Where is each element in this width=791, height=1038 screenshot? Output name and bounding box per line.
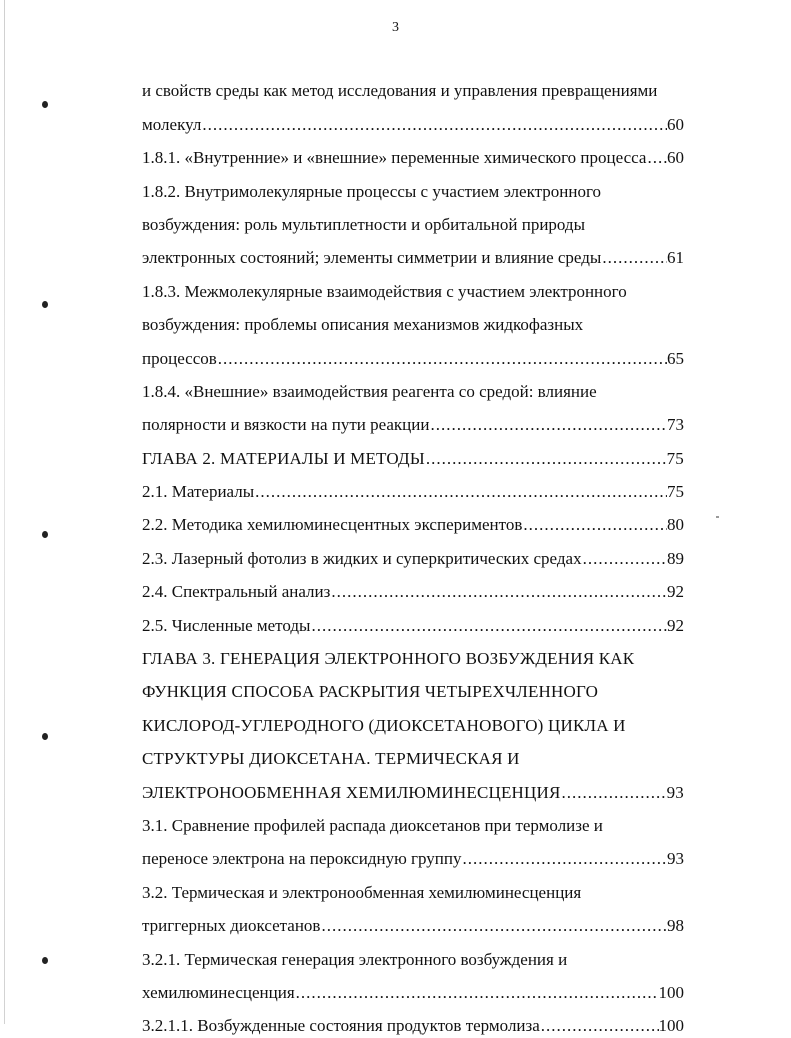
dot-leader xyxy=(295,981,659,1005)
toc-line xyxy=(142,103,684,136)
toc-line xyxy=(142,70,684,103)
dot-leader xyxy=(201,113,667,137)
toc-line xyxy=(142,371,684,404)
dot-leader xyxy=(582,547,667,571)
binder-hole-mark xyxy=(42,733,48,740)
toc-page-number: 61 xyxy=(667,248,684,268)
toc-entry-text: 2.5. Численные методы xyxy=(142,615,311,635)
toc-line xyxy=(142,504,684,537)
toc-line xyxy=(142,270,684,303)
toc-chapter-heading: КИСЛОРОД-УГЛЕРОДНОГО (ДИОКСЕТАНОВОГО) ЦИКЛА И xyxy=(142,715,626,735)
toc-line xyxy=(142,938,684,971)
page-number: 3 xyxy=(392,20,399,35)
toc-line xyxy=(142,237,684,270)
toc-entry-text: 1.8.2. Внутримолекулярные процессы с участием электронного xyxy=(142,181,601,201)
dot-leader xyxy=(462,847,668,871)
binder-hole-mark xyxy=(42,957,48,964)
dot-leader xyxy=(310,614,667,638)
scan-speck xyxy=(716,516,719,518)
toc-entry-text: хемилюминесценция xyxy=(142,982,295,1002)
toc-line xyxy=(142,671,684,704)
dot-leader xyxy=(320,914,667,938)
toc-line xyxy=(142,871,684,904)
toc-entry-text: 2.2. Методика хемилюминесцентных экспериментов xyxy=(142,515,523,535)
toc-entry-text: полярности и вязкости на пути реакции xyxy=(142,415,430,435)
toc-page-number: 89 xyxy=(667,548,684,568)
toc-line xyxy=(142,838,684,871)
toc-page-number: 60 xyxy=(667,114,684,134)
toc-entry-text: переносе электрона на пероксидную группу xyxy=(142,849,462,869)
toc-page-number: 80 xyxy=(667,515,684,535)
toc-entry-text: электронных состояний; элементы симметрии и влияние среды xyxy=(142,248,602,268)
toc-entry-text: молекул xyxy=(142,114,202,134)
binder-hole-mark xyxy=(42,101,48,108)
toc-chapter-heading: ЭЛЕКТРОНООБМЕННАЯ ХЕМИЛЮМИНЕСЦЕНЦИЯ xyxy=(142,782,561,802)
toc-page-number: 60 xyxy=(667,148,684,168)
toc-entry-text: 1.8.1. «Внутренние» и «внешние» переменные химического процесса xyxy=(142,148,647,168)
dot-leader xyxy=(646,146,667,170)
toc-line xyxy=(142,471,684,504)
toc-entry-text: 3.1. Сравнение профилей распада диоксетанов при термолизе и xyxy=(142,815,603,835)
toc-entry-text: и свойств среды как метод исследования и управления превращениями xyxy=(142,81,658,101)
toc-entry-text: триггерных диоксетанов xyxy=(142,916,321,936)
toc-page-number: 92 xyxy=(667,582,684,602)
table-of-contents xyxy=(142,70,684,1038)
scan-edge xyxy=(4,0,5,1024)
toc-page-number: 73 xyxy=(667,415,684,435)
toc-page-number: 100 xyxy=(658,1016,684,1036)
toc-line xyxy=(142,571,684,604)
toc-page-number: 93 xyxy=(667,849,684,869)
dot-leader xyxy=(561,781,667,805)
toc-page-number: 98 xyxy=(667,916,684,936)
toc-entry-text: 3.2.1.1. Возбужденные состояния продуктов термолиза xyxy=(142,1016,540,1036)
toc-page-number: 92 xyxy=(667,615,684,635)
toc-line xyxy=(142,537,684,570)
toc-page-number: 75 xyxy=(667,482,684,502)
binder-hole-mark xyxy=(42,531,48,538)
dot-leader xyxy=(429,413,667,437)
dot-leader xyxy=(330,580,667,604)
toc-line xyxy=(142,704,684,737)
toc-line xyxy=(142,170,684,203)
binder-hole-mark xyxy=(42,301,48,308)
toc-line xyxy=(142,771,684,804)
toc-entry-text: 1.8.4. «Внешние» взаимодействия реагента со средой: влияние xyxy=(142,381,597,401)
toc-line xyxy=(142,204,684,237)
dot-leader xyxy=(425,447,667,471)
toc-entry-text: 2.3. Лазерный фотолиз в жидких и суперкритических средах xyxy=(142,548,582,568)
toc-chapter-heading: ФУНКЦИЯ СПОСОБА РАСКРЫТИЯ ЧЕТЫРЕХЧЛЕННОГО xyxy=(142,682,599,702)
toc-entry-text: процессов xyxy=(142,348,217,368)
toc-entry-text: 1.8.3. Межмолекулярные взаимодействия с участием электронного xyxy=(142,281,627,301)
dot-leader xyxy=(217,347,667,371)
toc-line xyxy=(142,738,684,771)
toc-entry-text: возбуждения: проблемы описания механизмов жидкофазных xyxy=(142,315,584,335)
toc-page-number: 100 xyxy=(658,982,684,1002)
toc-line xyxy=(142,337,684,370)
dot-leader xyxy=(601,246,667,270)
toc-line xyxy=(142,137,684,170)
toc-chapter-heading: ГЛАВА 2. МАТЕРИАЛЫ И МЕТОДЫ xyxy=(142,448,425,468)
toc-chapter-heading: СТРУКТУРЫ ДИОКСЕТАНА. ТЕРМИЧЕСКАЯ И xyxy=(142,749,520,769)
toc-line xyxy=(142,805,684,838)
toc-line xyxy=(142,404,684,437)
toc-entry-text: 3.2. Термическая и электронообменная хемилюминесценция xyxy=(142,882,582,902)
toc-entry-text: 2.1. Материалы xyxy=(142,482,255,502)
toc-line xyxy=(142,638,684,671)
dot-leader xyxy=(254,480,667,504)
toc-entry-text: возбуждения: роль мультиплетности и орбитальной природы xyxy=(142,214,586,234)
toc-page-number: 93 xyxy=(666,782,684,802)
toc-line xyxy=(142,972,684,1005)
toc-line xyxy=(142,604,684,637)
toc-chapter-heading: ГЛАВА 3. ГЕНЕРАЦИЯ ЭЛЕКТРОННОГО ВОЗБУЖДЕНИЯ КАК xyxy=(142,649,635,669)
toc-page-number: 65 xyxy=(667,348,684,368)
toc-entry-text: 2.4. Спектральный анализ xyxy=(142,582,331,602)
toc-entry-text: 3.2.1. Термическая генерация электронного возбуждения и xyxy=(142,949,568,969)
toc-line xyxy=(142,905,684,938)
dot-leader xyxy=(522,513,667,537)
toc-page-number: 75 xyxy=(666,448,684,468)
toc-line xyxy=(142,1005,684,1038)
dot-leader xyxy=(540,1014,659,1038)
toc-line xyxy=(142,304,684,337)
toc-line xyxy=(142,437,684,470)
